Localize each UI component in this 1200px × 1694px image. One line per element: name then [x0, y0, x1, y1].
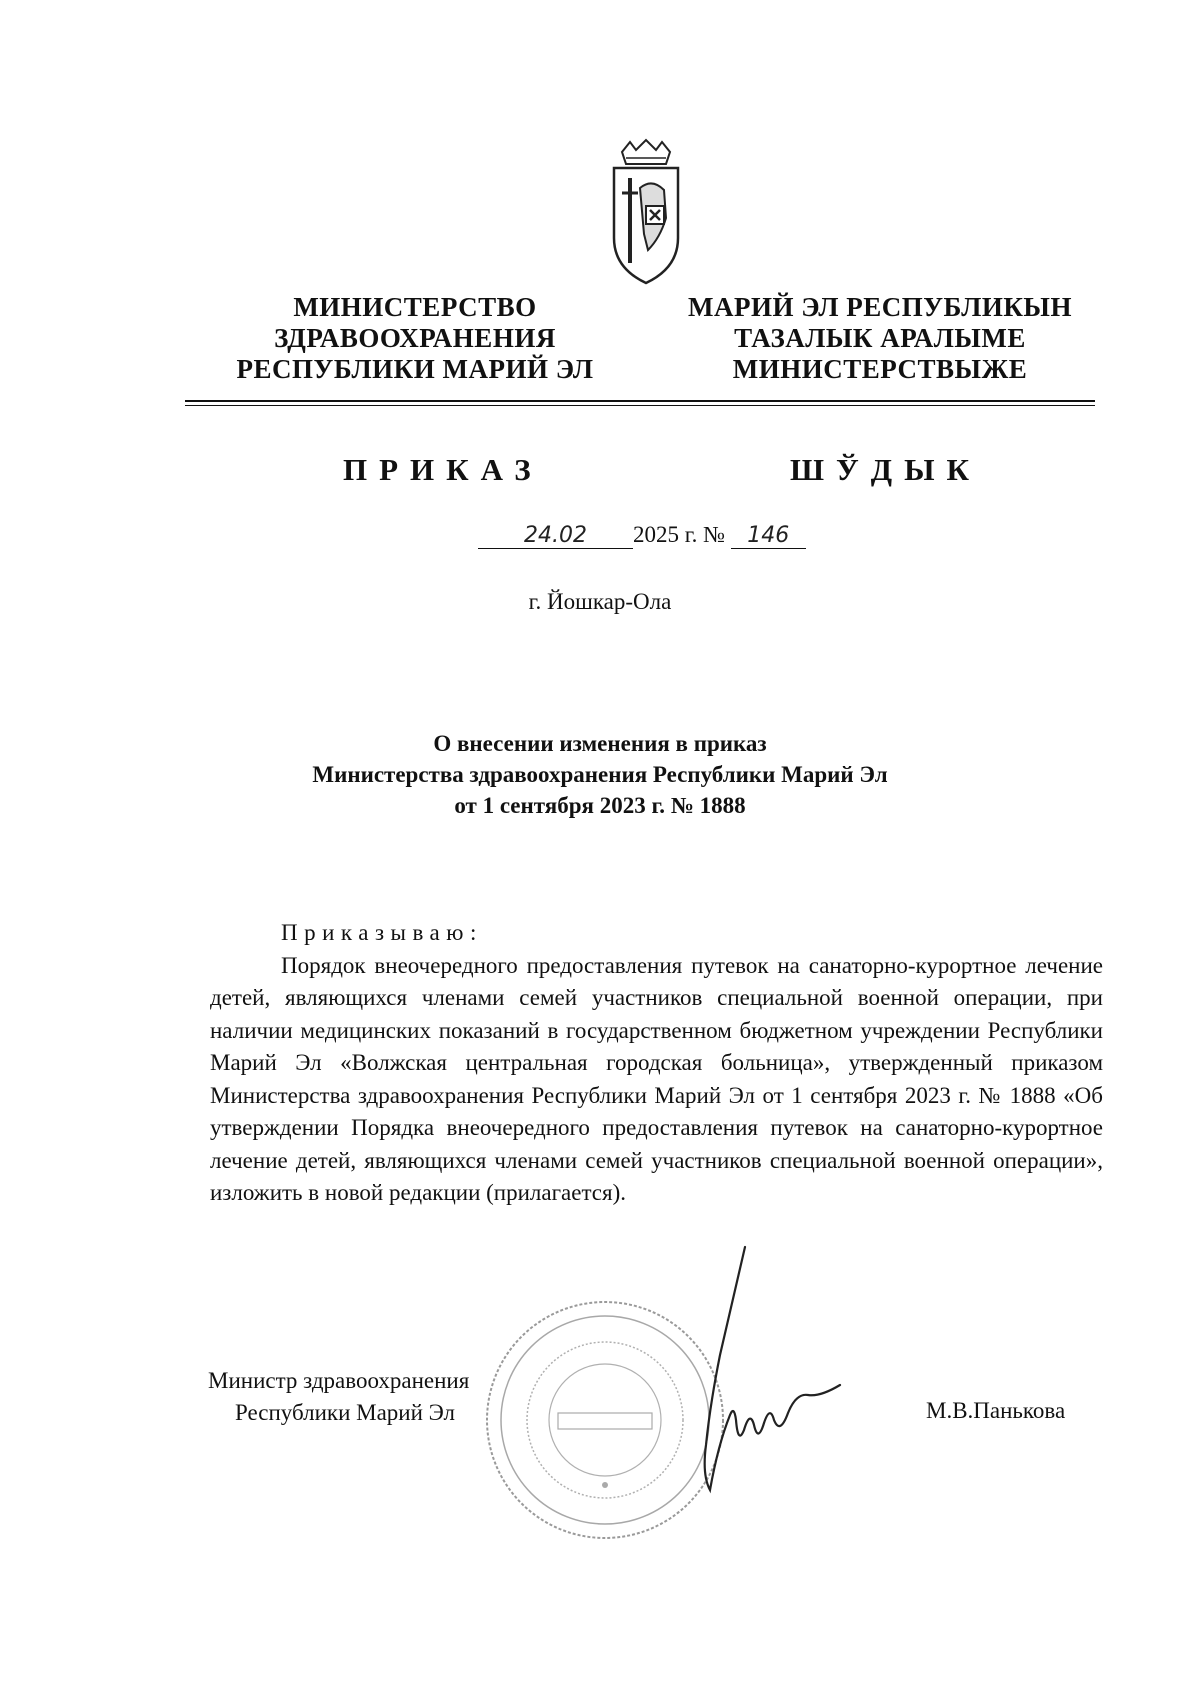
- ministry-name-mari-line: ТАЗАЛЫК АРАЛЫМЕ: [734, 323, 1026, 353]
- orders-word: Приказываю:: [281, 920, 483, 945]
- order-date-number-line: [478, 522, 806, 549]
- signatory-position: [208, 1365, 469, 1429]
- header-divider-thick: [185, 400, 1095, 402]
- order-city: г. Йошкар-Ола: [528, 589, 672, 614]
- signatory-name: М.В.Панькова: [926, 1398, 1066, 1423]
- coat-of-arms-emblem: [600, 138, 692, 288]
- document-title-line: О внесении изменения в приказ: [433, 731, 767, 756]
- order-year-label: 2025 г. №: [633, 522, 726, 547]
- ministry-name-mari-line: МАРИЙ ЭЛ РЕСПУБЛИКЫН: [688, 292, 1072, 322]
- order-number-handwritten: 146: [731, 523, 806, 549]
- official-seal-stamp: [480, 1295, 730, 1545]
- ministry-name-russian-line: РЕСПУБЛИКИ МАРИЙ ЭЛ: [236, 354, 594, 384]
- signatory-position-line: Министр здравоохранения: [208, 1368, 470, 1393]
- signatory-position-line: Республики Марий Эл: [235, 1400, 456, 1425]
- document-title-line: от 1 сентября 2023 г. № 1888: [454, 793, 746, 818]
- handwritten-signature: [700, 1245, 850, 1495]
- ministry-name-russian-line: МИНИСТЕРСТВО: [293, 292, 537, 322]
- order-word-russian: ПРИКАЗ: [343, 452, 543, 487]
- order-paragraph: Порядок внеочередного предоставления путевок на санаторно-курортное лечение детей, являющихся членами семей участников специальной военной операции, при наличии медицинских показаний в государственном бюджетном учреждении Республики Марий Эл «Волжская центральная городская больница», утвержденный приказом Министерства здравоохранения Республики Марий Эл от 1 сентября 2023 г. № 1888 «Об утверждении Порядка внеочередного предоставления путевок на санаторно-курортное лечение детей, являющихся членами семей участников специальной военной операции», изложить в новой редакции (прилагается).: [210, 952, 1103, 1205]
- document-body: [210, 917, 1103, 1210]
- order-word-mari: ШЎДЫК: [790, 452, 982, 487]
- document-title: [0, 728, 1200, 821]
- ministry-name-mari: [660, 292, 1100, 385]
- ministry-name-russian-line: ЗДРАВООХРАНЕНИЯ: [274, 323, 556, 353]
- order-date-handwritten: 24.02: [478, 523, 633, 549]
- document-title-line: Министерства здравоохранения Республики Марий Эл: [312, 762, 888, 787]
- ministry-name-russian: [215, 292, 615, 385]
- ministry-name-mari-line: МИНИСТЕРСТВЫЖЕ: [732, 354, 1028, 384]
- header-divider-thin: [185, 405, 1095, 406]
